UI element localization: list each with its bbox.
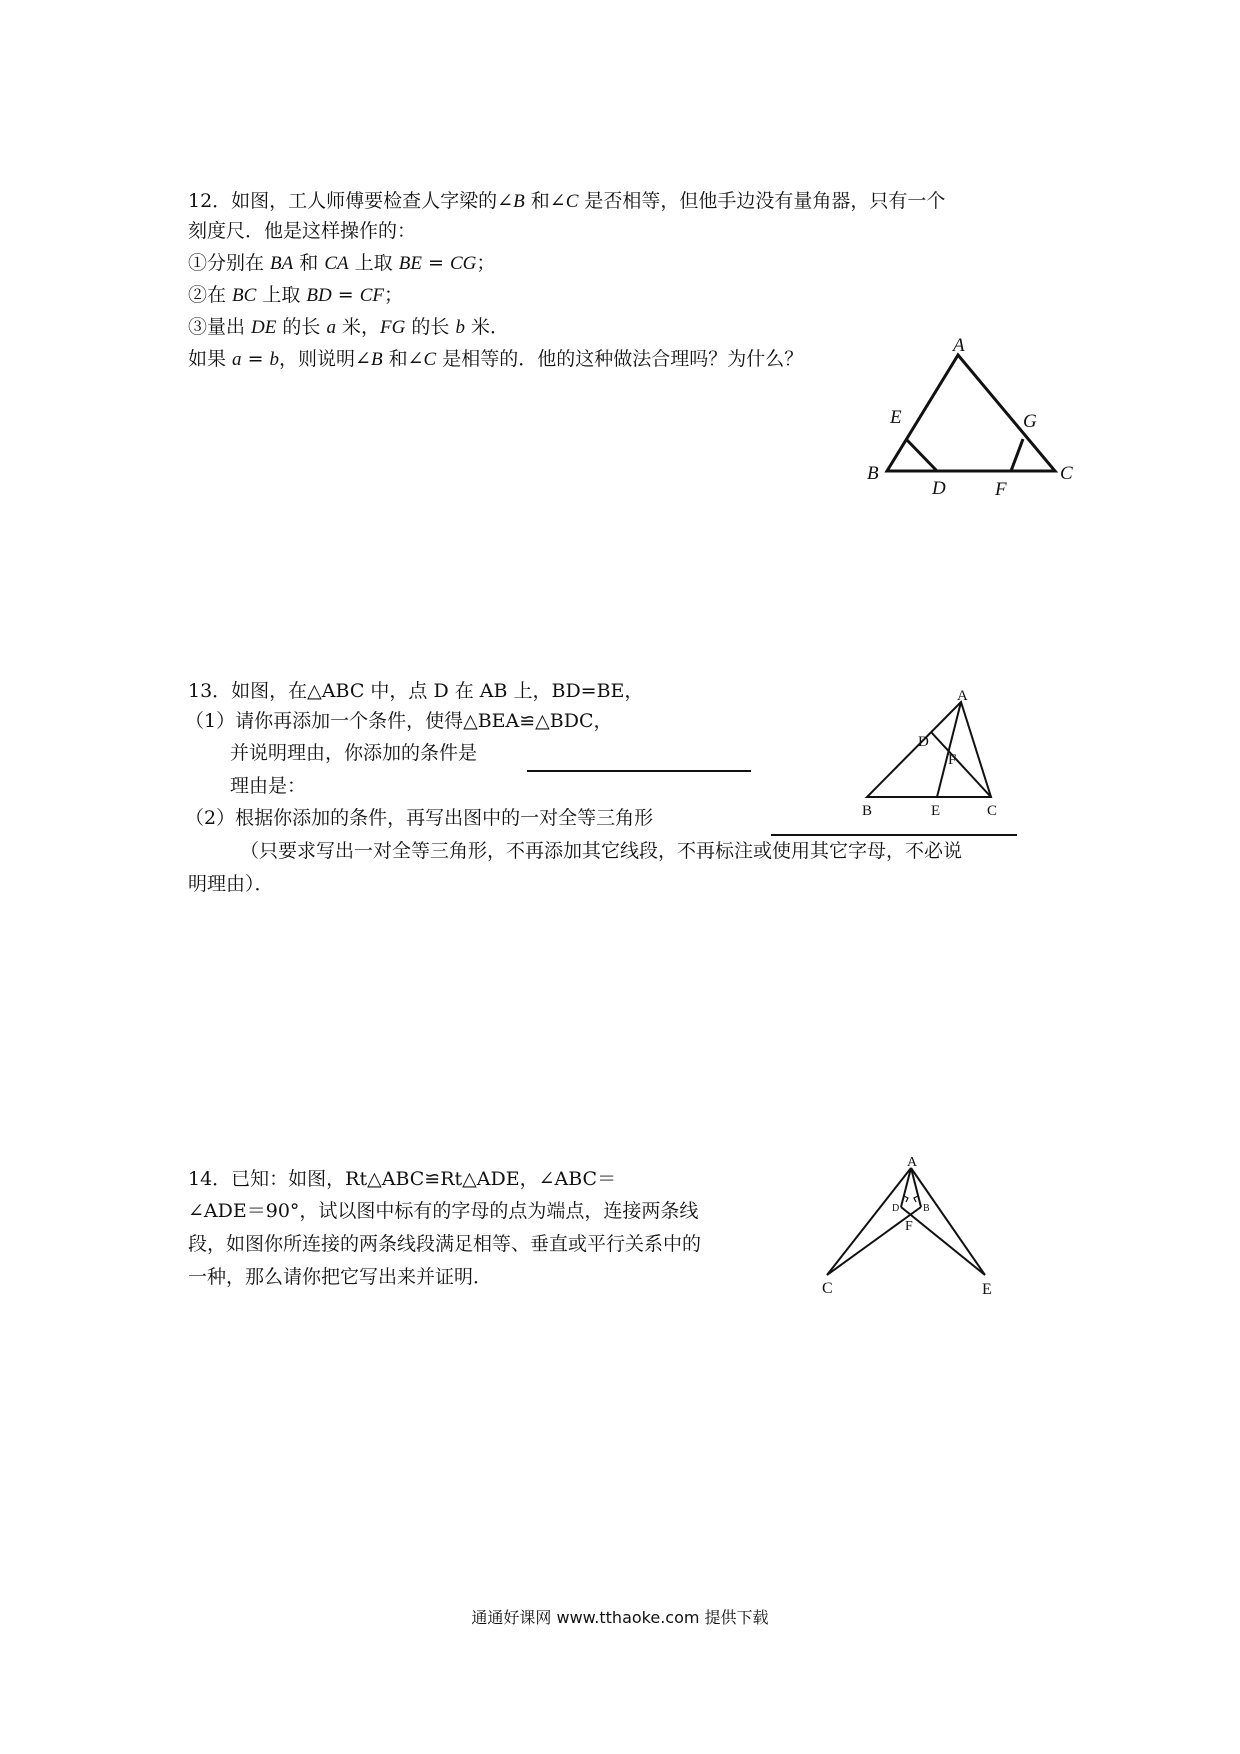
q14-segment-ae bbox=[911, 1168, 985, 1275]
q14-label-a: A bbox=[907, 1155, 918, 1170]
q12-figure bbox=[860, 335, 1080, 505]
q14-label-d: D bbox=[892, 1203, 900, 1214]
q13-line-2: （1）请你再添加一个条件，使得△BEA≌△BDC， bbox=[185, 710, 613, 732]
q13-answer-blank-2[interactable] bbox=[771, 834, 1017, 836]
q14-right-angle-b bbox=[914, 1196, 918, 1202]
q13-label-c: C bbox=[987, 803, 998, 819]
q12-label-d: D bbox=[932, 478, 946, 499]
q13-line-5: （2）根据你添加的条件，再写出图中的一对全等三角形 bbox=[185, 807, 654, 829]
q14-line-4: 一种，那么请你把它写出来并证明． bbox=[188, 1266, 493, 1288]
q14-figure bbox=[810, 1150, 1010, 1300]
q13-line-6: （只要求写出一对全等三角形，不再添加其它线段，不再标注或使用其它字母，不必说 bbox=[240, 840, 963, 862]
q12-label-b: B bbox=[867, 463, 879, 484]
q13-label-f: F bbox=[948, 752, 957, 768]
q14-label-c: C bbox=[822, 1280, 833, 1297]
q12-segment-fg bbox=[1011, 439, 1023, 471]
q13-line-1: 13．如图，在△ABC 中，点 D 在 AB 上，BD=BE， bbox=[188, 680, 644, 702]
q14-segment-de bbox=[901, 1207, 985, 1275]
page-footer: 通通好课网 www.tthaoke.com 提供下载 bbox=[471, 1608, 769, 1627]
q14-right-angle-d bbox=[904, 1196, 908, 1202]
q13-line-4: 理由是： bbox=[230, 775, 307, 797]
q12-step-2: ②在 BC 上取 BD = CF； bbox=[188, 284, 404, 306]
q12-label-g: G bbox=[1023, 411, 1037, 432]
q12-label-a: A bbox=[953, 335, 965, 356]
q12-label-f: F bbox=[995, 479, 1007, 500]
q14-segment-ac bbox=[827, 1168, 911, 1275]
q13-label-a: A bbox=[957, 688, 968, 704]
q13-label-e: E bbox=[931, 803, 941, 819]
q14-line-3: 段，如图你所连接的两条线段满足相等、垂直或平行关系中的 bbox=[188, 1233, 702, 1255]
q14-line-1: 14．已知：如图，Rt△ABC≌Rt△ADE，∠ABC＝ bbox=[188, 1168, 617, 1190]
q14-label-b: B bbox=[923, 1203, 930, 1214]
q13-segment-ae bbox=[937, 702, 961, 797]
q14-segment-bc bbox=[827, 1207, 921, 1275]
q13-figure bbox=[855, 684, 1015, 824]
q13-answer-blank-1[interactable] bbox=[527, 770, 751, 772]
q12-label-e: E bbox=[890, 407, 902, 428]
q12-line-2: 刻度尺．他是这样操作的： bbox=[188, 220, 417, 242]
q13-triangle bbox=[867, 702, 991, 797]
q12-segment-de bbox=[906, 439, 937, 471]
q12-label-c: C bbox=[1060, 463, 1073, 484]
q13-line-3: 并说明理由，你添加的条件是 bbox=[230, 742, 478, 764]
q12-step-3: ③量出 DE 的长 a 米，FG 的长 b 米． bbox=[188, 316, 509, 338]
q12-step-1: ①分别在 BA 和 CA 上取 BE = CG； bbox=[188, 252, 496, 274]
q12-question: 如果 a = b，则说明∠B 和∠C 是相等的．他的这种做法合理吗？为什么？ bbox=[188, 348, 804, 370]
q14-label-f: F bbox=[905, 1219, 913, 1234]
q13-label-d: D bbox=[918, 734, 929, 750]
q14-label-e: E bbox=[982, 1281, 992, 1298]
q14-line-2: ∠ADE＝90°，试以图中标有的字母的点为端点，连接两条线 bbox=[188, 1200, 699, 1222]
q13-label-b: B bbox=[862, 803, 873, 819]
q12-line-1: 12．如图，工人师傅要检查人字梁的∠B 和∠C 是否相等，但他手边没有量角器，只有一个 bbox=[188, 190, 946, 212]
q13-line-7: 明理由）． bbox=[188, 873, 274, 895]
